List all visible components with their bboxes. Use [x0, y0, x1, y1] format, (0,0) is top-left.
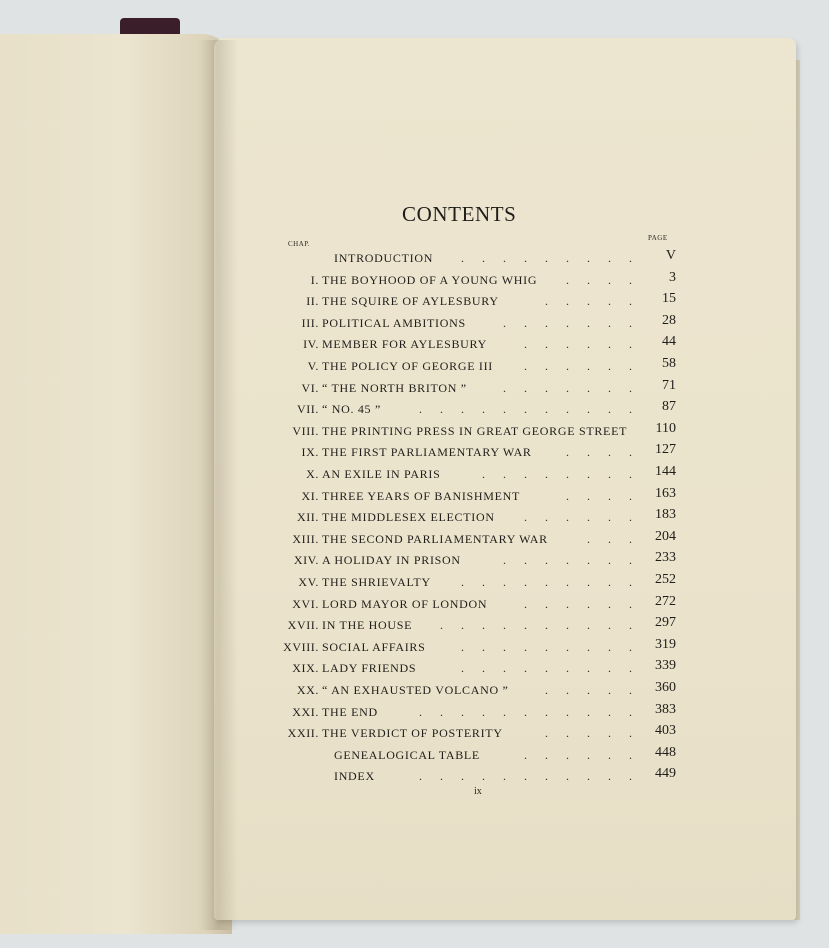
page-number: 339: [655, 658, 676, 674]
toc-row: [0, 745, 829, 765]
toc-row: [0, 529, 829, 549]
toc-row: [0, 334, 829, 354]
toc-row: [0, 464, 829, 484]
dot-leader: . . . . . . .: [503, 315, 632, 330]
chapter-number: II.: [306, 294, 319, 309]
dot-leader: . . . . . .: [524, 359, 632, 373]
dot-leader: . . . . . . .: [503, 380, 632, 395]
chapter-number: I.: [310, 272, 319, 287]
chapter-number: VIII.: [292, 423, 319, 438]
toc-row: [0, 270, 829, 290]
dot-leader: . . . . .: [545, 294, 632, 309]
dot-leader: . . . . . . . . .: [461, 251, 632, 265]
page-number: 252: [655, 572, 676, 587]
dot-leader: . . .: [587, 531, 632, 546]
dot-leader: . . . . . . . .: [482, 467, 632, 481]
page-number: 87: [662, 399, 676, 415]
chapter-number: III.: [301, 315, 319, 330]
page-number: 58: [662, 356, 676, 371]
dot-leader: . . . .: [566, 272, 632, 287]
toc-row: [0, 572, 829, 592]
page-number: 3: [669, 269, 676, 285]
chapter-number: XII.: [296, 510, 319, 525]
folio-number: ix: [474, 786, 482, 797]
dot-leader: . . . .: [566, 488, 632, 503]
chapter-number: X.: [306, 467, 319, 481]
dot-leader: . . . . . .: [524, 337, 632, 352]
chapter-number: XXII.: [287, 726, 319, 741]
chapter-title: THE POLICY OF GEORGE III: [322, 359, 494, 373]
chapter-title: THE VERDICT OF POSTERITY: [322, 726, 503, 741]
toc-row: [0, 637, 829, 657]
chapter-title: SOCIAL AFFAIRS: [322, 639, 426, 654]
dot-leader: . . . .: [566, 445, 632, 460]
chapter-number: XVII.: [287, 618, 319, 633]
dot-leader: . . . . . .: [524, 747, 632, 762]
chapter-number: VI.: [301, 380, 319, 395]
page-number: V: [665, 248, 676, 263]
chapter-title: LADY FRIENDS: [322, 661, 417, 676]
toc-row: [0, 291, 829, 311]
toc-row: [0, 680, 829, 700]
page-number: 44: [662, 334, 676, 350]
chapter-title: LORD MAYOR OF LONDON: [322, 596, 488, 611]
toc-row: [0, 378, 829, 398]
dot-leader: . . . . . .: [524, 510, 632, 525]
chapter-title: THE SQUIRE OF AYLESBURY: [322, 294, 499, 309]
page-number: 204: [655, 528, 676, 544]
dot-leader: . . . . . . . . . . .: [419, 769, 632, 784]
chap-header: CHAP.: [288, 240, 311, 248]
chapter-title: THE MIDDLESEX ELECTION: [322, 510, 495, 525]
toc-row: [0, 766, 829, 786]
page-number: 403: [655, 723, 676, 739]
toc-row: [0, 421, 829, 441]
chapter-title: “ AN EXHAUSTED VOLCANO ”: [322, 683, 509, 697]
page-number: 360: [655, 680, 676, 695]
chapter-number: XVIII.: [283, 639, 319, 654]
chapter-number: XVI.: [292, 596, 319, 611]
chapter-title: THE BOYHOOD OF A YOUNG WHIG: [322, 272, 538, 287]
toc-row: [0, 486, 829, 506]
page-number: 319: [655, 636, 676, 652]
toc-row: [0, 507, 829, 527]
chapter-title: MEMBER FOR AYLESBURY: [322, 337, 487, 352]
page-number: 71: [662, 377, 676, 393]
chapter-number: IV.: [303, 337, 319, 352]
toc-row: [0, 313, 829, 333]
chapter-title: THE PRINTING PRESS IN GREAT GEORGE STREET: [322, 423, 628, 438]
toc-row: [0, 615, 829, 635]
chapter-title: “ THE NORTH BRITON ”: [322, 380, 467, 395]
chapter-title: INTRODUCTION: [334, 251, 434, 265]
toc-row: [0, 399, 829, 419]
chapter-number: XIII.: [292, 531, 319, 546]
page-number: 272: [655, 593, 676, 609]
chapter-number: XIX.: [292, 661, 319, 676]
chapter-title: THE FIRST PARLIAMENTARY WAR: [322, 445, 532, 460]
chapter-number: XX.: [296, 683, 319, 697]
chapter-number: V.: [307, 359, 319, 373]
chapter-title: POLITICAL AMBITIONS: [322, 315, 466, 330]
page-number: 127: [655, 442, 676, 458]
dot-leader: . . . . .: [545, 683, 632, 697]
chapter-title: INDEX: [334, 769, 375, 784]
chapter-number: XIV.: [293, 553, 319, 568]
chapter-number: IX.: [301, 445, 319, 460]
page-number: 448: [655, 744, 676, 760]
page-title: CONTENTS: [402, 202, 517, 226]
chapter-title: THE SHRIEVALTY: [322, 575, 431, 589]
page-number: 383: [655, 701, 676, 717]
dot-leader: . . . . . . . . . . .: [419, 402, 632, 417]
dot-leader: . . . . . . . . .: [461, 575, 632, 589]
toc-row: [0, 442, 829, 462]
dot-leader: . . . . .: [545, 726, 632, 741]
page-number: 233: [655, 550, 676, 566]
toc-row: [0, 658, 829, 678]
dot-leader: . . . . . . . . .: [461, 661, 632, 676]
toc-row: [0, 594, 829, 614]
page-number: 28: [662, 312, 676, 328]
page-number: 163: [655, 485, 676, 501]
page-number: 15: [662, 291, 676, 307]
chapter-title: GENEALOGICAL TABLE: [334, 747, 480, 762]
dot-leader: . . . . . . . . . . .: [419, 704, 632, 719]
page-number: 144: [655, 464, 676, 479]
chapter-title: A HOLIDAY IN PRISON: [322, 553, 461, 568]
chapter-number: XXI.: [292, 704, 319, 719]
toc-row: [0, 702, 829, 722]
chapter-title: IN THE HOUSE: [322, 618, 413, 633]
dot-leader: . . . . . . . . . .: [440, 618, 632, 633]
chapter-title: AN EXILE IN PARIS: [322, 467, 441, 481]
chapter-title: THE END: [322, 704, 378, 719]
dot-leader: . . . . . . .: [503, 553, 632, 568]
chapter-number: XI.: [301, 488, 319, 503]
toc-row: [0, 723, 829, 743]
page-number: 183: [655, 507, 676, 523]
chapter-title: “ NO. 45 ”: [322, 402, 381, 417]
toc-row: [0, 356, 829, 376]
page-number: 110: [655, 420, 676, 436]
chapter-title: THE SECOND PARLIAMENTARY WAR: [322, 531, 548, 546]
toc-row: [0, 550, 829, 570]
chapter-number: XV.: [298, 575, 319, 589]
page-number: 449: [655, 766, 676, 782]
chapter-number: VII.: [296, 402, 319, 417]
chapter-title: THREE YEARS OF BANISHMENT: [322, 488, 521, 503]
page-header: PAGE: [648, 234, 668, 242]
dot-leader: . . . . . .: [524, 596, 632, 611]
page-number: 297: [655, 615, 676, 631]
toc-row: [0, 248, 829, 268]
dot-leader: . . . . . . . . .: [461, 639, 632, 654]
